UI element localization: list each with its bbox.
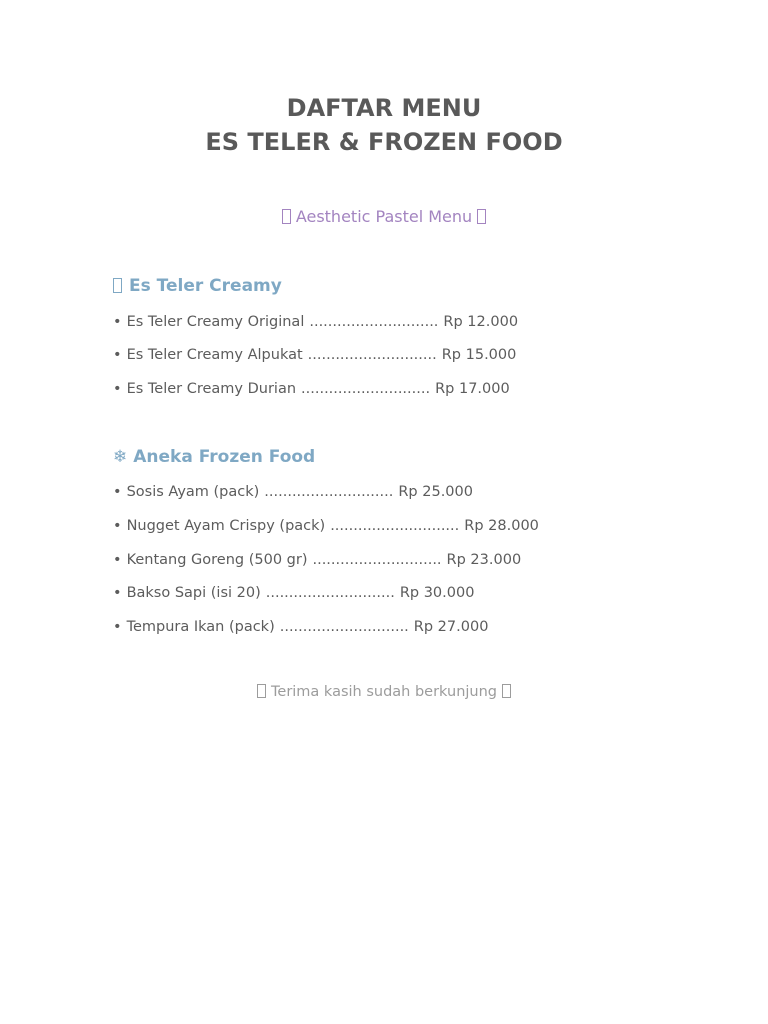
dot-leader: ............................ [309, 314, 439, 330]
bullet: • [113, 347, 122, 363]
dot-leader: ............................ [279, 619, 409, 635]
subtitle-text: Aesthetic Pastel Menu [295, 207, 473, 226]
item-price: Rp 23.000 [446, 552, 522, 568]
dot-leader: ............................ [264, 484, 394, 500]
menu-item [113, 312, 518, 332]
menu-item [113, 617, 488, 637]
page-title-line2: ES TELER & FROZEN FOOD [205, 128, 563, 156]
missing-glyph-icon [477, 209, 486, 224]
menu-item [113, 550, 521, 570]
bullet: • [113, 484, 122, 500]
missing-glyph-icon [502, 684, 511, 698]
dot-leader: ............................ [301, 381, 431, 397]
item-name: Nugget Ayam Crispy (pack) [126, 518, 326, 534]
item-name: Bakso Sapi (isi 20) [126, 585, 261, 601]
menu-item [113, 482, 473, 502]
missing-glyph-icon [257, 684, 266, 698]
item-name: Kentang Goreng (500 gr) [126, 552, 308, 568]
missing-glyph-icon [282, 209, 291, 224]
item-name: Es Teler Creamy Alpukat [126, 347, 303, 363]
footer-note [0, 682, 768, 702]
section-title: Es Teler Creamy [129, 276, 282, 296]
dot-leader: ............................ [330, 518, 460, 534]
bullet: • [113, 518, 122, 534]
item-price: Rp 30.000 [399, 585, 475, 601]
missing-glyph-icon [113, 278, 122, 293]
item-name: Sosis Ayam (pack) [126, 484, 260, 500]
page-title-line1: DAFTAR MENU [286, 94, 482, 122]
bullet: • [113, 314, 122, 330]
bullet: • [113, 619, 122, 635]
item-name: Es Teler Creamy Durian [126, 381, 297, 397]
item-price: Rp 12.000 [443, 314, 519, 330]
item-price: Rp 25.000 [398, 484, 473, 500]
menu-item [113, 583, 474, 603]
footer-text: Terima kasih sudah berkunjung [271, 684, 497, 700]
section-heading-frozen-food [113, 445, 315, 469]
item-price: Rp 17.000 [435, 381, 510, 397]
item-name: Es Teler Creamy Original [126, 314, 305, 330]
subtitle [0, 206, 768, 228]
snowflake-icon: ❄ [113, 447, 128, 467]
dot-leader: ............................ [312, 552, 442, 568]
menu-item [113, 345, 516, 365]
section-title: Aneka Frozen Food [133, 447, 316, 467]
dot-leader: ............................ [265, 585, 395, 601]
item-price: Rp 15.000 [441, 347, 517, 363]
bullet: • [113, 585, 122, 601]
dot-leader: ............................ [307, 347, 437, 363]
menu-item [113, 379, 510, 399]
bullet: • [113, 552, 122, 568]
menu-item [113, 516, 539, 536]
section-heading-es-teler [113, 274, 282, 298]
item-price: Rp 27.000 [413, 619, 489, 635]
item-name: Tempura Ikan (pack) [126, 619, 275, 635]
item-price: Rp 28.000 [464, 518, 539, 534]
bullet: • [113, 381, 122, 397]
